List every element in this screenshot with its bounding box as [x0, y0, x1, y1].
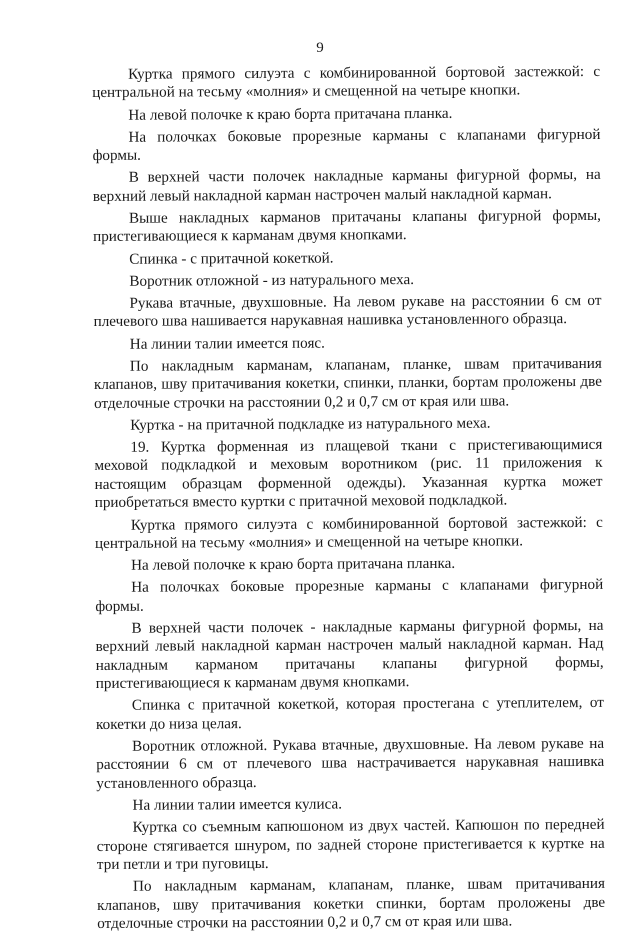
paragraph: По накладным карманам, клапанам, планке, швам притачивания клапанов, шву притачивания кокетки спинки, бортам проложены две отделочные строчки на расстоянии 0,2 и 0,7 см от края или шва. — [97, 875, 606, 932]
paragraph: Воротник отложной. Рукава втачные, двухшовные. На левом рукаве на расстоянии 6 см от плечевого шва настрачивается нарукавная нашивка установленного образца. — [96, 734, 605, 792]
paragraph: На полочках боковые прорезные карманы с клапанами фигурной формы. — [92, 125, 601, 165]
paragraph: Спинка с притачной кокеткой, которая простегана с утеплителем, от кокетки до низа целая. — [95, 694, 604, 733]
paragraph: На левой полочке к краю борта притачана планка. — [128, 104, 453, 124]
paragraph: На полочках боковые прорезные карманы с клапанами фигурной формы. — [95, 576, 604, 615]
paragraph: Куртка со съемным капюшоном из двух частей. Капюшон по передней стороне стягивается шнуром, по задней стороне пристегивается к куртке на три петли и три пуговицы. — [96, 816, 605, 873]
paragraph: Куртка прямого силуэта с комбинированной бортовой застежкой: с центральной на тесьму «молния» и смещенной на четыре кнопки. — [94, 513, 603, 552]
section-paragraph: 19. Куртка форменная из плащевой ткани с пристегивающимися меховой подкладкой и меховым воротником (рис. 11 приложения к настоящим образцам форменной одежды). Указанная куртка может приобретаться вместо куртки с притачной меховой подкладкой. — [94, 435, 603, 512]
paragraph: На линии талии имеется кулиса. — [132, 795, 343, 814]
paragraph: Спинка - с притачной кокеткой. — [129, 249, 334, 268]
paragraph: В верхней части полочек накладные карманы фигурной формы, на верхний левый накладной карман настрочен малый накладной карман. — [92, 166, 601, 205]
paragraph: Куртка - на притачной подкладке из натурального меха. — [130, 414, 491, 434]
paragraph: На линии талии имеется пояс. — [129, 334, 325, 353]
document-body — [92, 63, 605, 937]
paragraph: Выше накладных карманов притачаны клапаны фигурной формы, пристегивающиеся к карманам двумя кнопками. — [92, 206, 601, 246]
paragraph: Куртка прямого силуэта с комбинированной бортовой застежкой: с центральной на тесьму «молния» и смещенной на четыре кнопки. — [92, 62, 601, 102]
paragraph: Рукава втачные, двухшовные. На левом рукаве на расстоянии 6 см от плечевого шва нашивается нарукавная нашивка установленного образца. — [93, 291, 602, 331]
page-number: 9 — [316, 40, 324, 56]
paragraph: По накладным карманам, клапанам, планке, швам притачивания клапанов, шву притачивания кокетки, спинки, планки, бортам проложены две отделочные строчки на расстоянии 0,2 и 0,7 см от края или шва. — [93, 354, 602, 412]
paragraph: Воротник отложной - из натурального меха. — [129, 270, 415, 290]
paragraph: В верхней части полочек - накладные карманы фигурной формы, на верхний левый накладной карман настрочен малый накладной карман. Над накладным карманом притачаны клапаны фигурной формы, пристегивающиеся к карманам двумя кнопками. — [95, 616, 604, 693]
paragraph: На левой полочке к краю борта притачана планка. — [130, 554, 456, 574]
